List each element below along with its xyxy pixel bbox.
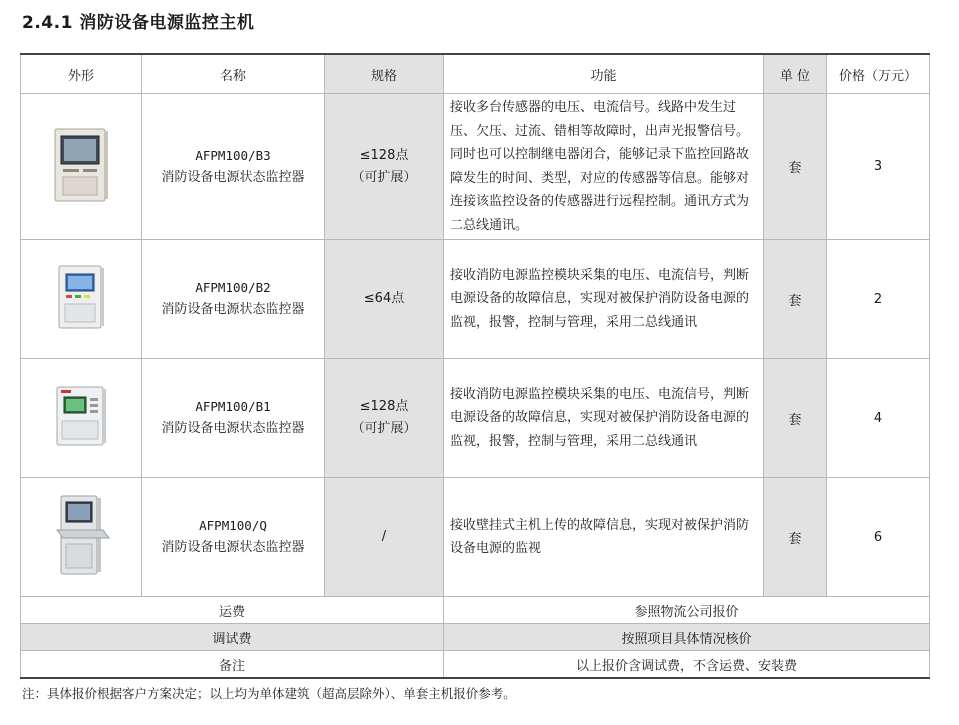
product-unit: 套 [764,359,827,478]
product-spec: / [381,529,387,544]
table-row [21,94,930,240]
product-model: AFPM100/Q [199,518,267,533]
product-name-cell [142,240,325,359]
product-name: 消防设备电源状态监控器 [161,169,305,185]
product-function: 接收多台传感器的电压、电流信号。线路中发生过压、欠压、过流、错相等故障时，出声光报警信号。同时也可以控制继电器闭合，能够记录下监控回路故障发生的时间、类型，对应的传感器等信息。能够对连接该监控设备的传感器进行远程控制。通讯方式为二总线通讯。 [444,94,764,240]
header-spec: 规格 [325,54,444,94]
remark-row [21,651,930,679]
product-model: AFPM100/B2 [195,280,271,295]
product-name: 消防设备电源状态监控器 [161,421,305,436]
table-row [21,359,930,478]
product-price: 6 [827,478,930,597]
remark-value: 以上报价含调试费，不含运费、安装费 [444,651,930,679]
price-table [20,53,930,679]
product-spec-cell [325,478,444,597]
freight-row [21,597,930,624]
product-name-cell [142,359,325,478]
table-row [21,240,930,359]
header-function: 功能 [444,54,764,94]
product-spec-note: （可扩展） [351,421,417,436]
product-spec-note: （可扩展） [351,169,417,185]
table-row [21,478,930,597]
product-price: 3 [827,94,930,240]
header-unit: 单 位 [764,54,827,94]
product-image-cell [21,94,142,240]
console-host-q-image [51,494,111,576]
product-spec: ≤64点 [363,291,405,306]
product-spec-cell [325,94,444,240]
footnote: 注：具体报价根据客户方案决定；以上均为单体建筑（超高层除外）、单套主机报价参考。 [22,686,516,701]
product-spec-cell [325,359,444,478]
product-unit: 套 [764,94,827,240]
product-function: 接收消防电源监控模块采集的电压、电流信号，判断电源设备的故障信息，实现对被保护消防设备电源的监视，报警，控制与管理，采用二总线通讯 [444,359,764,478]
header-name: 名称 [142,54,325,94]
monitor-host-b3-image [53,127,109,203]
debug-fee-label: 调试费 [21,624,444,651]
product-name-cell [142,94,325,240]
debug-fee-value: 按照项目具体情况核价 [444,624,930,651]
debug-fee-row [21,624,930,651]
header-price: 价格（万元） [827,54,930,94]
product-image-cell [21,478,142,597]
monitor-host-b2-image [57,264,105,330]
freight-label: 运费 [21,597,444,624]
product-price: 2 [827,240,930,359]
monitor-host-b1-image [55,385,107,447]
product-unit: 套 [764,478,827,597]
product-model: AFPM100/B1 [195,399,271,414]
header-appearance: 外形 [21,54,142,94]
product-name-cell [142,478,325,597]
product-spec: ≤128点 [359,147,409,163]
remark-label: 备注 [21,651,444,679]
product-unit: 套 [764,240,827,359]
product-function: 接收消防电源监控模块采集的电压、电流信号，判断电源设备的故障信息，实现对被保护消防设备电源的监视，报警，控制与管理，采用二总线通讯 [444,240,764,359]
product-model: AFPM100/B3 [195,147,271,163]
section-title: 2.4.1 消防设备电源监控主机 [22,13,255,33]
freight-value: 参照物流公司报价 [444,597,930,624]
product-image-cell [21,359,142,478]
product-price: 4 [827,359,930,478]
product-spec: ≤128点 [359,399,409,414]
product-image-cell [21,240,142,359]
product-name: 消防设备电源状态监控器 [161,302,305,317]
product-name: 消防设备电源状态监控器 [161,540,305,555]
product-spec-cell [325,240,444,359]
product-function: 接收壁挂式主机上传的故障信息，实现对被保护消防设备电源的监视 [444,478,764,597]
table-header-row [21,54,930,94]
